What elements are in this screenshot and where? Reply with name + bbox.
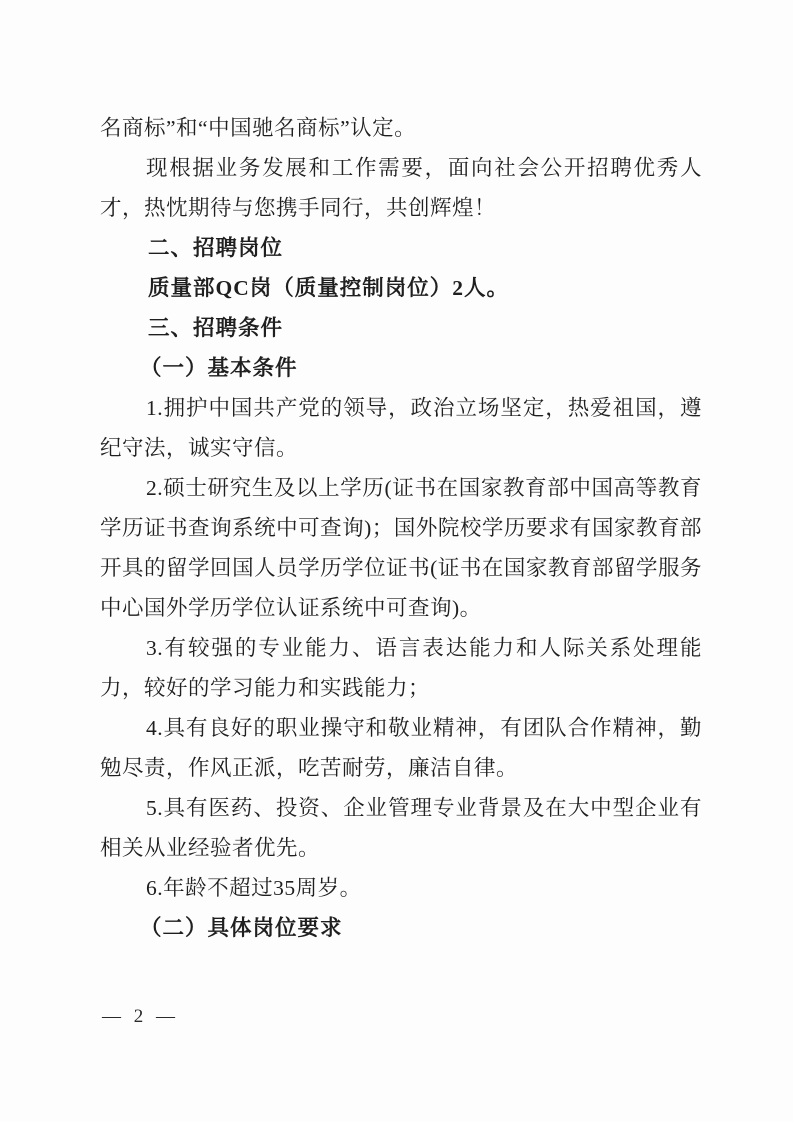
condition-item-4: 4.具有良好的职业操守和敬业精神，有团队合作精神，勤勉尽责，作风正派，吃苦耐劳，廉洁自律。 bbox=[100, 716, 702, 780]
condition-item-5: 5.具有医药、投资、企业管理专业背景及在大中型企业有相关从业经验者优先。 bbox=[100, 796, 702, 860]
section-heading-conditions: 三、招聘条件 bbox=[148, 316, 284, 340]
job-position-line: 质量部QC岗（质量控制岗位）2人。 bbox=[148, 276, 510, 300]
condition-item-6: 6.年龄不超过35周岁。 bbox=[146, 876, 362, 900]
condition-item-1: 1.拥护中国共产党的领导，政治立场坚定，热爱祖国，遵纪守法，诚实守信。 bbox=[100, 396, 702, 460]
subsection-specific-requirements: （二）具体岗位要求 bbox=[140, 916, 343, 940]
page-number: — 2 — bbox=[102, 1006, 179, 1027]
subsection-basic-conditions: （一）基本条件 bbox=[140, 356, 298, 380]
section-heading-positions: 二、招聘岗位 bbox=[148, 236, 284, 260]
paragraph-continuation: 名商标”和“中国驰名商标”认定。 bbox=[100, 116, 417, 140]
paragraph-intro: 现根据业务发展和工作需要，面向社会公开招聘优秀人才，热忱期待与您携手同行，共创辉煌！ bbox=[100, 156, 702, 220]
condition-item-3: 3.有较强的专业能力、语言表达能力和人际关系处理能力，较好的学习能力和实践能力； bbox=[100, 636, 702, 700]
condition-item-2: 2.硕士研究生及以上学历(证书在国家教育部中国高等教育学历证书查询系统中可查询)；国外院校学历要求有国家教育部开具的留学回国人员学历学位证书(证书在国家教育部留学服务中心国外学历学位认证系统中可查询)。 bbox=[100, 476, 702, 620]
document-body bbox=[100, 108, 702, 948]
